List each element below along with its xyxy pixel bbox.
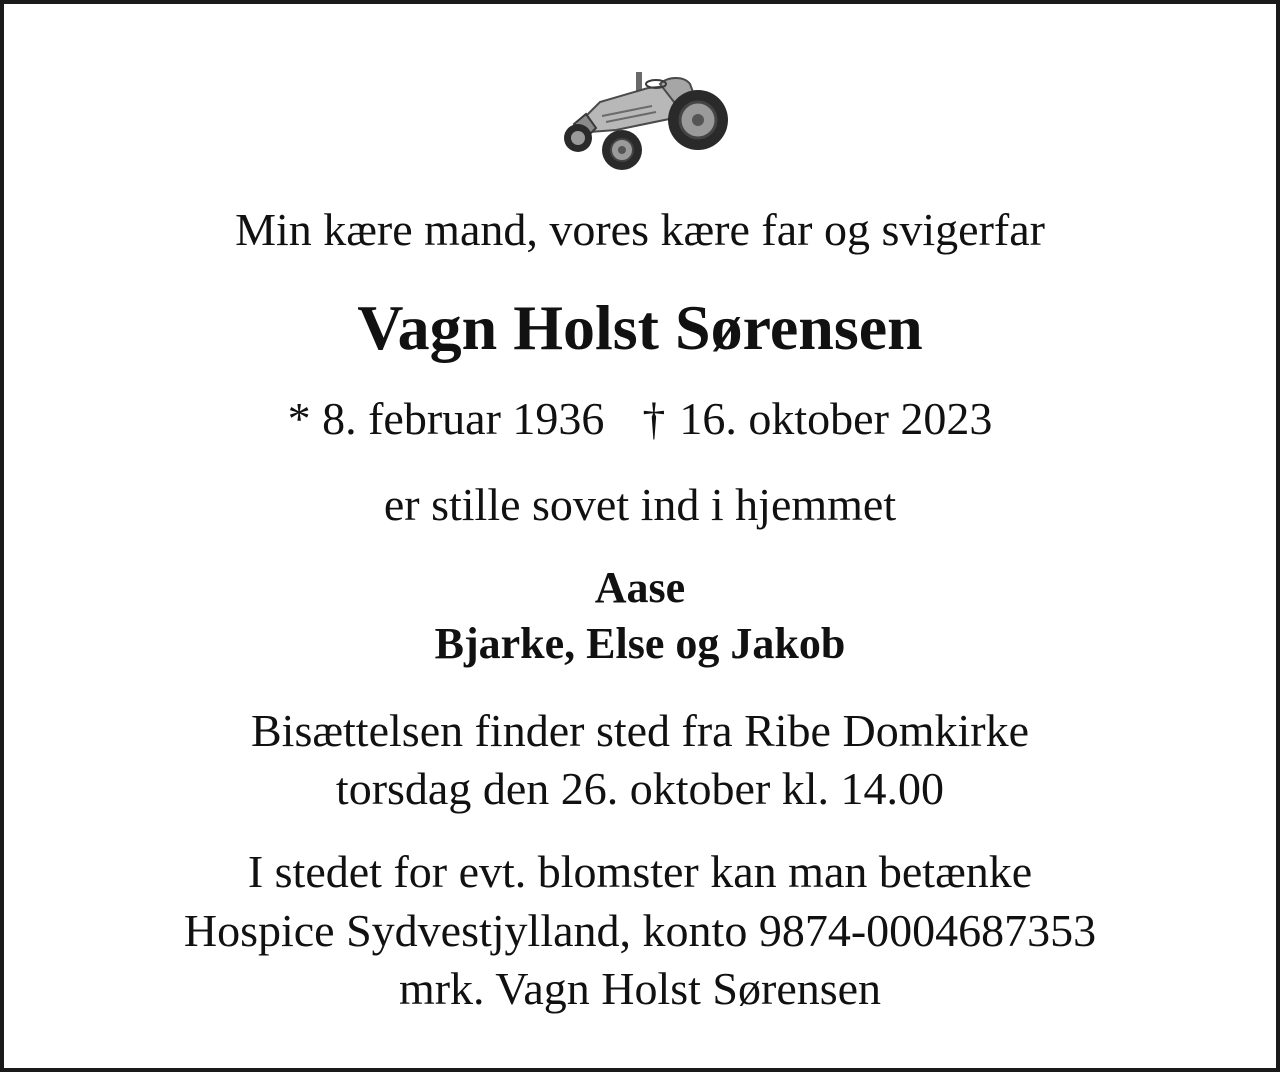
tractor-icon [556,66,732,174]
donation-line: Hospice Sydvestjylland, konto 9874-0004687353 [183,905,1097,956]
funeral-line: Bisættelsen finder sted fra Ribe Domkirke [250,705,1029,756]
family-line: Bjarke, Else og Jakob [434,619,846,668]
death-mark: † [642,393,666,444]
death-date: 16. oktober 2023 [679,393,993,444]
birth-mark: * [287,393,311,444]
intro-text: Min kære mand, vores kære far og svigerfar [235,204,1045,255]
family-line: Aase [594,563,686,612]
funeral-line: torsdag den 26. oktober kl. 14.00 [335,763,945,814]
deceased-name: Vagn Holst Sørensen [357,292,923,363]
passing-text: er stille sovet ind i hjemmet [383,479,897,530]
birth-date: 8. februar 1936 [322,393,605,444]
life-dates [4,393,1276,444]
donation-line: I stedet for evt. blomster kan man betænke [247,846,1033,897]
donation-line: mrk. Vagn Holst Sørensen [398,963,882,1014]
